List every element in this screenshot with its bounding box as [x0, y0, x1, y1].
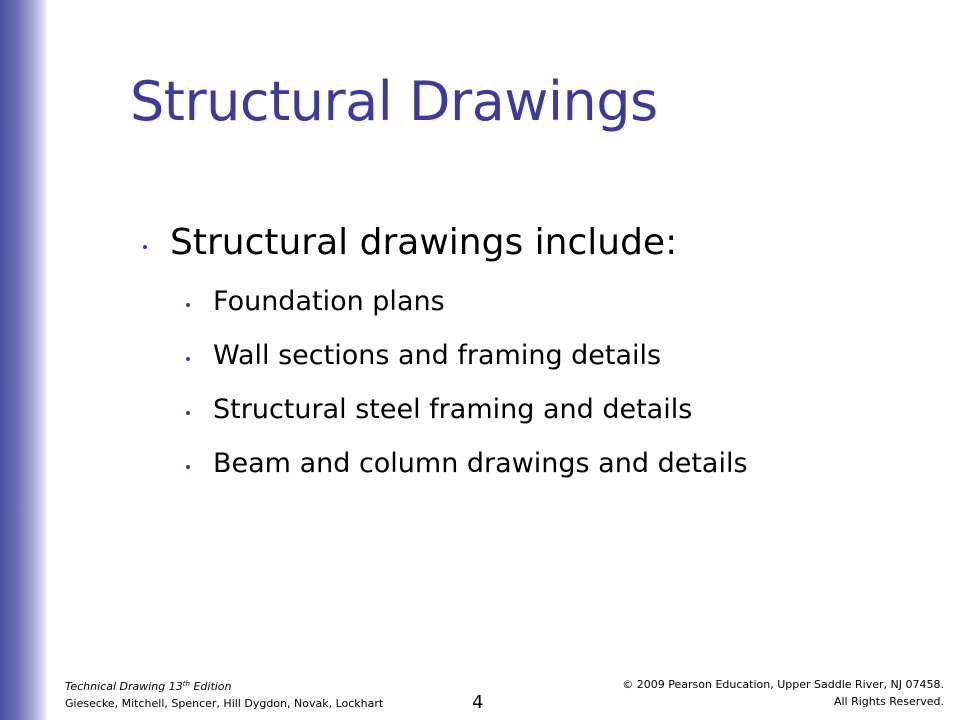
sub-bullet-beam-column: Beam and column drawings and details — [213, 448, 748, 479]
copyright-line-1: © 2009 Pearson Education, Upper Saddle River, NJ 07458. — [622, 678, 944, 691]
sub-bullet-steel-framing: Structural steel framing and details — [213, 394, 693, 425]
slide-title: Structural Drawings — [130, 70, 658, 133]
sub-bullet-foundation: Foundation plans — [213, 286, 445, 317]
footer-authors: Giesecke, Mitchell, Spencer, Hill Dygdon, Novak, Lockhart — [65, 697, 384, 710]
bullet-dot-icon — [143, 245, 147, 249]
bullet-dot-icon — [186, 411, 190, 415]
bullet-dot-icon — [186, 303, 190, 307]
decorative-side-bar — [0, 0, 48, 720]
sub-bullet-wall-sections: Wall sections and framing details — [213, 340, 662, 371]
copyright-line-2: All Rights Reserved. — [833, 695, 944, 708]
main-bullet: Structural drawings include: — [170, 222, 678, 263]
footer-book-title: Technical Drawing 13th Edition — [65, 680, 232, 693]
bullet-dot-icon — [186, 357, 190, 361]
page-number: 4 — [472, 692, 484, 713]
footer-book-info — [65, 676, 383, 712]
bullet-dot-icon — [186, 465, 190, 469]
footer-copyright — [622, 676, 944, 710]
